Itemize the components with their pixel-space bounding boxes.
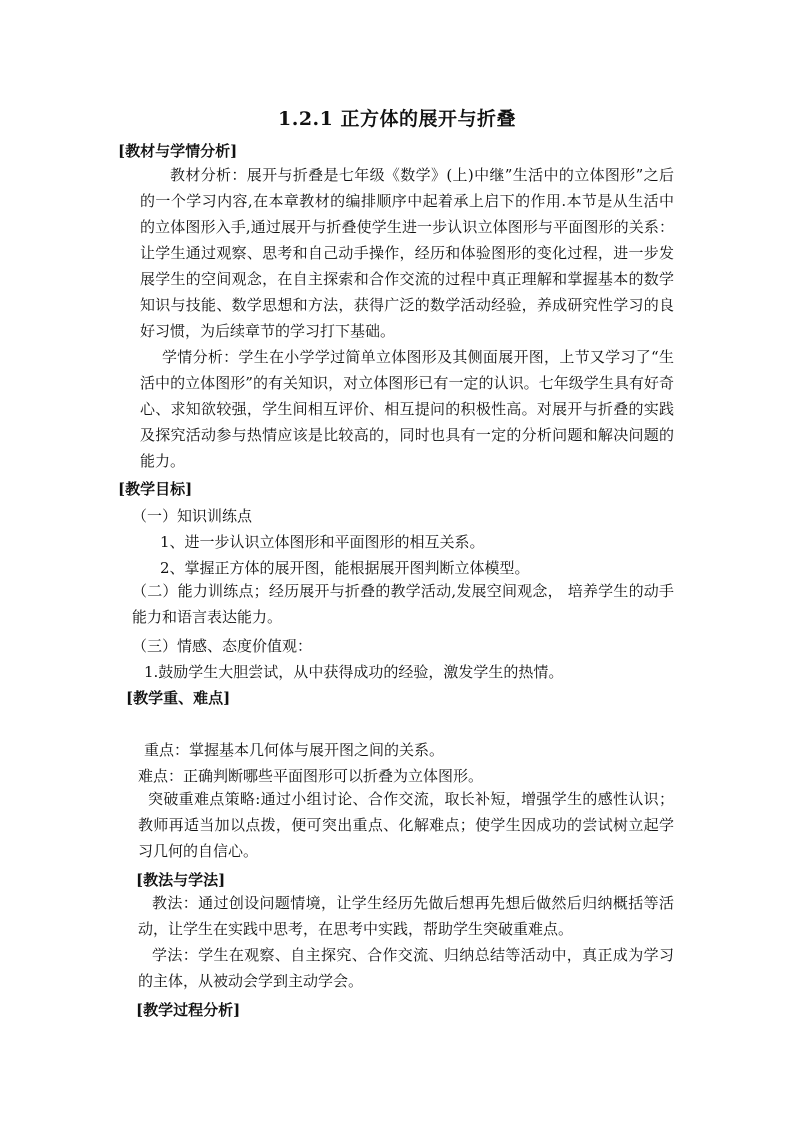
paragraph-textbook-analysis: 教材分析：展开与折叠是七年级《数学》(上)中继”生活中的立体图形”之后的一个学习内容,在本章教材的编排顺序中起着承上启下的作用.本节是从生活中的立体图形入手,通过展开与折叠使学生进一步认识立体图形与平面图形的关系：让学生通过观察、思考和自己动手操作，经历和体验图形的变化过程，进一步发展学生的空间观念，在自主探索和合作交流的过程中真正理解和掌握基本的数学知识与技能、数学思想和方法，获得广泛的数学活动经验，养成研究性学习的良好习惯，为后续章节的学习打下基础。 xyxy=(140,166,674,340)
key-point: 重点：掌握基本几何体与展开图之间的关系。 xyxy=(144,741,445,759)
objective-emotion-label: （三）情感、态度价值观： xyxy=(132,637,313,655)
objective-emotion-item-1: 1.鼓励学生大胆尝试，从中获得成功的经验，激发学生的热情。 xyxy=(144,663,564,681)
objective-knowledge-item-1: 1、进一步认识立体图形和平面图形的相互关系。 xyxy=(160,533,485,551)
paragraph-student-analysis: 学情分析：学生在小学学过简单立体图形及其侧面展开图，上节又学习了“生活中的立体图形”的有关知识，对立体图形已有一定的认识。七年级学生具有好奇心、求知欲较强，学生间相互评价、相互提问的积极性高。对展开与折叠的实践及探究活动参与热情应该是比较高的，同时也具有一定的分析问题和解决问题的能力。 xyxy=(140,348,674,470)
key-point-strategy: 突破重难点策略:通过小组讨论、合作交流，取长补短，增强学生的感性认识；教师再适当加以点拨，便可突出重点、化解难点；使学生因成功的尝试树立起学习几何的自信心。 xyxy=(138,790,674,860)
section-heading-analysis: [教材与学情分析] xyxy=(118,142,238,160)
objective-knowledge-label: （一）知识训练点 xyxy=(132,507,253,525)
difficult-point: 难点：正确判断哪些平面图形可以折叠为立体图形。 xyxy=(138,767,484,785)
section-heading-objectives: [教学目标] xyxy=(118,480,193,498)
learning-method: 学法：学生在观察、自主探究、合作交流、归纳总结等活动中，真正成为学习的主体，从被动会学到主动学会。 xyxy=(138,946,674,990)
teaching-method: 教法：通过创设问题情境，让学生经历先做后想再先想后做然后归纳概括等活动，让学生在实践中思考，在思考中实践，帮助学生突破重难点。 xyxy=(138,894,674,938)
objective-ability: （二）能力训练点；经历展开与折叠的教学活动,发展空间观念， 培养学生的动手能力和语言表达能力。 xyxy=(132,582,674,626)
section-heading-methods: [教法与学法] xyxy=(136,871,226,889)
section-heading-process: [教学过程分析] xyxy=(136,1001,241,1019)
section-heading-key-points: [教学重、难点] xyxy=(126,689,231,707)
objective-knowledge-item-2: 2、掌握正方体的展开图，能根据展开图判断立体模型。 xyxy=(160,559,530,577)
document-title: 1.2.1 正方体的展开与折叠 xyxy=(277,108,516,130)
